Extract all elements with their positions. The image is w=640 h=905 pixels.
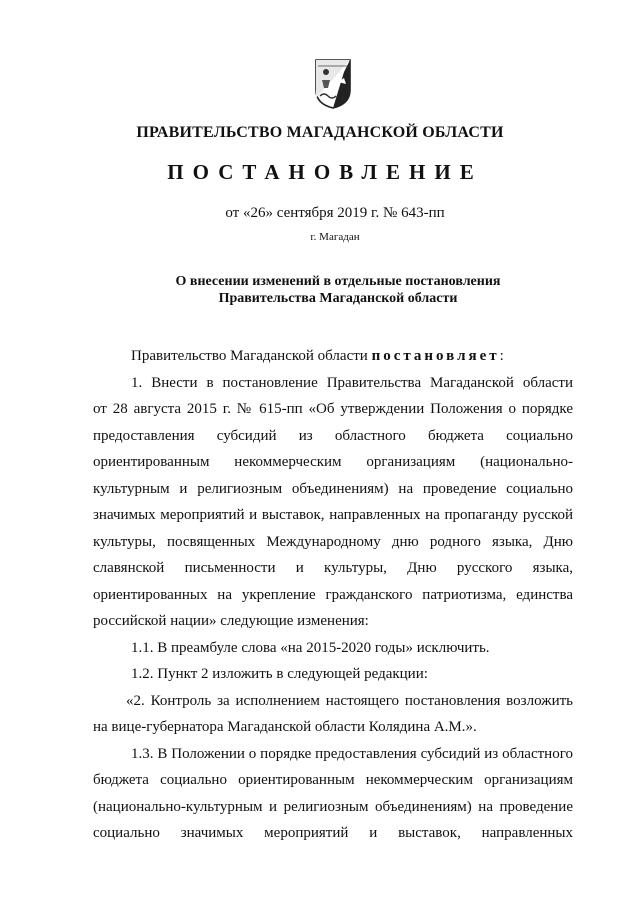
body-line: российской нации» следующие изменения: [93,613,369,629]
coat-of-arms-icon [314,58,352,110]
body-line: культурным и религиозным объединениям) на проведение социально [93,480,573,497]
body-line: культуры, посвященных Международному дню родного языка, Дню [93,533,573,550]
body-line: на вице-губернатора Магаданской области Колядина А.М.». [93,719,477,735]
body-line: славянской письменности и культуры, Дню русского языка, [93,560,573,576]
body-line: от 28 августа 2015 г. № 615-пп «Об утверждении Положения о порядке [93,401,573,417]
government-title: ПРАВИТЕЛЬСТВО МАГАДАНСКОЙ ОБЛАСТИ [136,124,504,141]
document-city: г. Магадан [310,231,360,243]
document-body [93,343,573,847]
body-line: ориентированным некоммерческим организациям (национально- [93,454,573,470]
body-line: 1.3. В Положении о порядке предоставления субсидий из областного [131,745,573,762]
subject-line: О внесении изменений в отдельные постановления [175,274,501,289]
body-line: ориентированных на укрепление гражданского патриотизма, единства [93,586,573,603]
intro-text: Правительство Магаданской области [131,348,372,364]
intro-colon: : [499,348,504,364]
document-type-title: ПОСТАНОВЛЕНИЕ [167,160,483,184]
body-line: бюджета социально ориентированным некоммерческим организациям [93,772,573,788]
intro-verb: постановляет [371,348,500,364]
body-line: 1.2. Пункт 2 изложить в следующей редакции: [131,666,428,682]
document-subject [0,273,640,307]
intro-paragraph [93,343,573,370]
body-line: (национально-культурным и религиозным объединениям) на проведение [93,798,573,815]
body-line: социально значимых мероприятий и выставок, направленных [93,825,573,841]
document-date-number: от «26» сентября 2019 г. № 643-пп [225,205,445,221]
body-line: предоставления субсидий из областного бюджета социально [93,427,573,444]
subject-line: Правительства Магаданской области [218,291,458,306]
body-line: «2. Контроль за исполнением настоящего постановления возложить [126,692,573,709]
body-line: значимых мероприятий и выставок, направленных на пропаганду русской [93,507,573,523]
body-line: 1.1. В преамбуле слова «на 2015-2020 годы» исключить. [131,639,490,656]
body-line: 1. Внести в постановление Правительства Магаданской области [131,374,573,391]
